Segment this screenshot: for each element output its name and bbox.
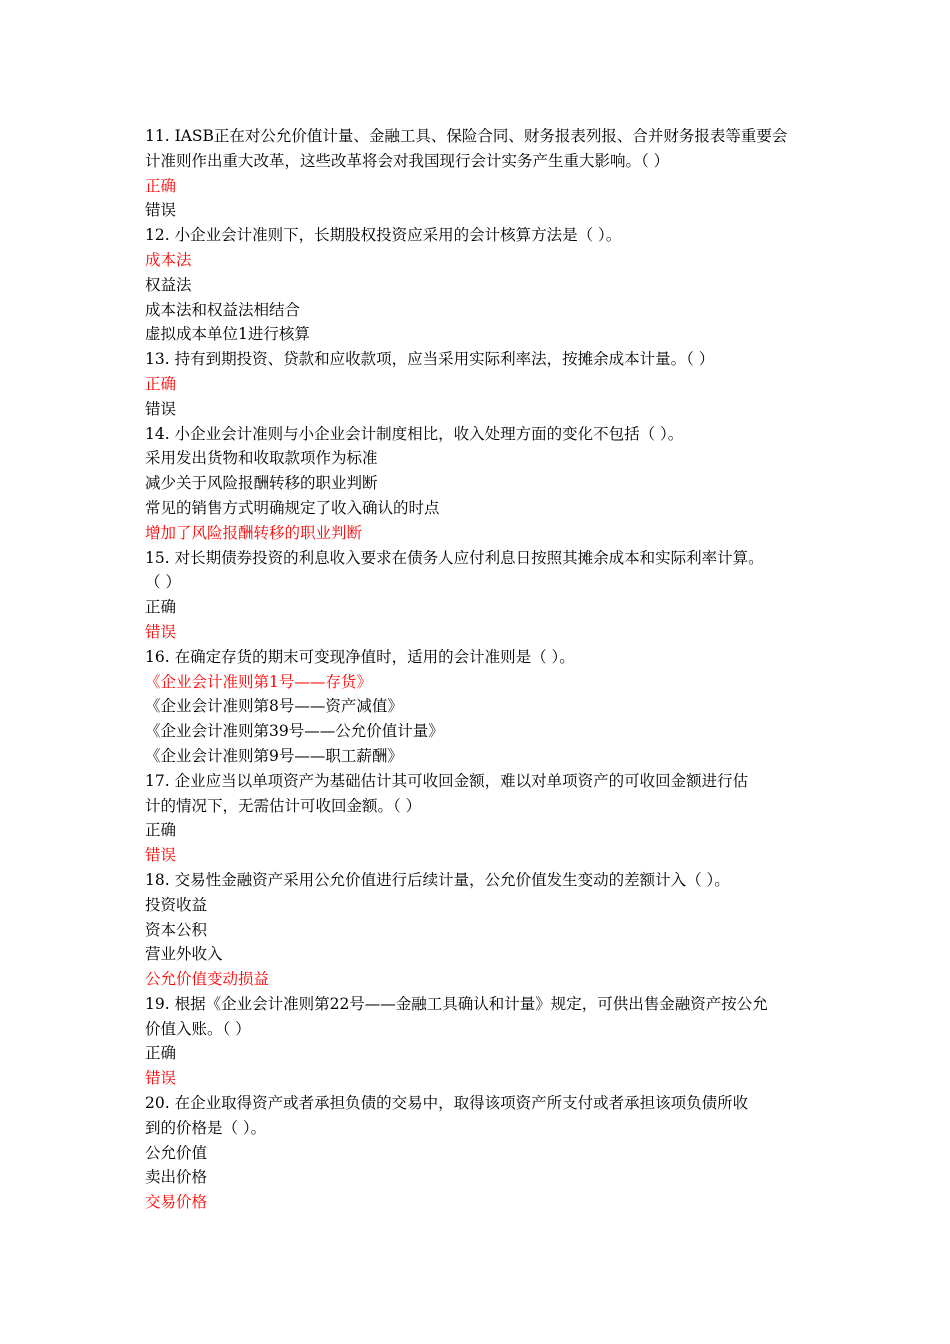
answer-option: 成本法和权益法相结合 xyxy=(145,300,301,319)
correct-answer-option: 正确 xyxy=(145,374,177,393)
question-block xyxy=(145,1091,825,1215)
answer-option: 正确 xyxy=(145,1044,177,1063)
question-list xyxy=(145,124,825,1215)
correct-answer-option: 交易价格 xyxy=(145,1193,208,1212)
correct-answer-option: 错误 xyxy=(145,622,177,641)
correct-answer-option: 正确 xyxy=(145,176,177,195)
correct-answer-option: 公允价值变动损益 xyxy=(145,970,270,989)
question-text-continued: 计准则作出重大改革，这些改革将会对我国现行会计实务产生重大影响。（ ） xyxy=(145,151,670,170)
correct-answer-option: 《企业会计准则第1号——存货》 xyxy=(145,672,372,691)
question-text-continued: 计的情况下，无需估计可收回金额。（ ） xyxy=(145,796,422,815)
question-text: 18. 交易性金融资产采用公允价值进行后续计量，公允价值发生变动的差额计入（ ）。 xyxy=(145,870,730,889)
answer-option: 资本公积 xyxy=(145,920,208,939)
answer-option: 投资收益 xyxy=(145,895,208,914)
question-block xyxy=(145,223,825,347)
answer-option: 卖出价格 xyxy=(145,1168,208,1187)
correct-answer-option: 错误 xyxy=(145,1069,177,1088)
answer-option: 常见的销售方式明确规定了收入确认的时点 xyxy=(145,498,440,517)
question-text: 11. IASB正在对公允价值计量、金融工具、保险合同、财务报表列报、合并财务报表等重要会 xyxy=(145,127,788,145)
question-text: 13. 持有到期投资、贷款和应收款项，应当采用实际利率法，按摊余成本计量。（ ） xyxy=(145,350,715,369)
question-block xyxy=(145,992,825,1091)
correct-answer-option: 成本法 xyxy=(145,250,192,269)
question-block xyxy=(145,347,825,421)
question-block xyxy=(145,422,825,546)
question-text-continued: 价值入账。（ ） xyxy=(145,1019,251,1038)
question-block xyxy=(145,769,825,868)
question-block xyxy=(145,546,825,645)
question-text: 19. 根据《企业会计准则第22号——金融工具确认和计量》规定，可供出售金融资产按公允 xyxy=(145,994,768,1013)
answer-option: 错误 xyxy=(145,399,177,418)
answer-option: 减少关于风险报酬转移的职业判断 xyxy=(145,474,378,493)
correct-answer-option: 增加了风险报酬转移的职业判断 xyxy=(145,523,363,542)
question-text: 15. 对长期债券投资的利息收入要求在债务人应付利息日按照其摊余成本和实际利率计算。 xyxy=(145,548,764,567)
answer-option: 虚拟成本单位1进行核算 xyxy=(145,325,310,344)
answer-option: 《企业会计准则第8号——资产减值》 xyxy=(145,697,403,716)
answer-option: 《企业会计准则第39号——公允价值计量》 xyxy=(145,722,444,741)
question-text: 17. 企业应当以单项资产为基础估计其可收回金额，难以对单项资产的可收回金额进行估 xyxy=(145,771,749,790)
question-block xyxy=(145,124,825,223)
question-text: 12. 小企业会计准则下，长期股权投资应采用的会计核算方法是（ ）。 xyxy=(145,226,622,245)
question-block xyxy=(145,645,825,769)
question-text: 20. 在企业取得资产或者承担负债的交易中，取得该项资产所支付或者承担该项负债所收 xyxy=(145,1094,749,1113)
answer-option: 营业外收入 xyxy=(145,945,223,964)
question-text-continued: （ ） xyxy=(145,573,181,592)
answer-option: 正确 xyxy=(145,821,177,840)
question-text: 16. 在确定存货的期末可变现净值时，适用的会计准则是（ ）。 xyxy=(145,647,575,666)
answer-option: 采用发出货物和收取款项作为标准 xyxy=(145,449,378,468)
answer-option: 错误 xyxy=(145,201,177,220)
answer-option: 《企业会计准则第9号——职工薪酬》 xyxy=(145,746,403,765)
question-text-continued: 到的价格是（ ）。 xyxy=(145,1118,267,1137)
question-text: 14. 小企业会计准则与小企业会计制度相比，收入处理方面的变化不包括（ ）。 xyxy=(145,424,684,443)
question-block xyxy=(145,868,825,992)
answer-option: 正确 xyxy=(145,598,177,617)
answer-option: 权益法 xyxy=(145,275,192,294)
answer-option: 公允价值 xyxy=(145,1143,208,1162)
correct-answer-option: 错误 xyxy=(145,846,177,865)
